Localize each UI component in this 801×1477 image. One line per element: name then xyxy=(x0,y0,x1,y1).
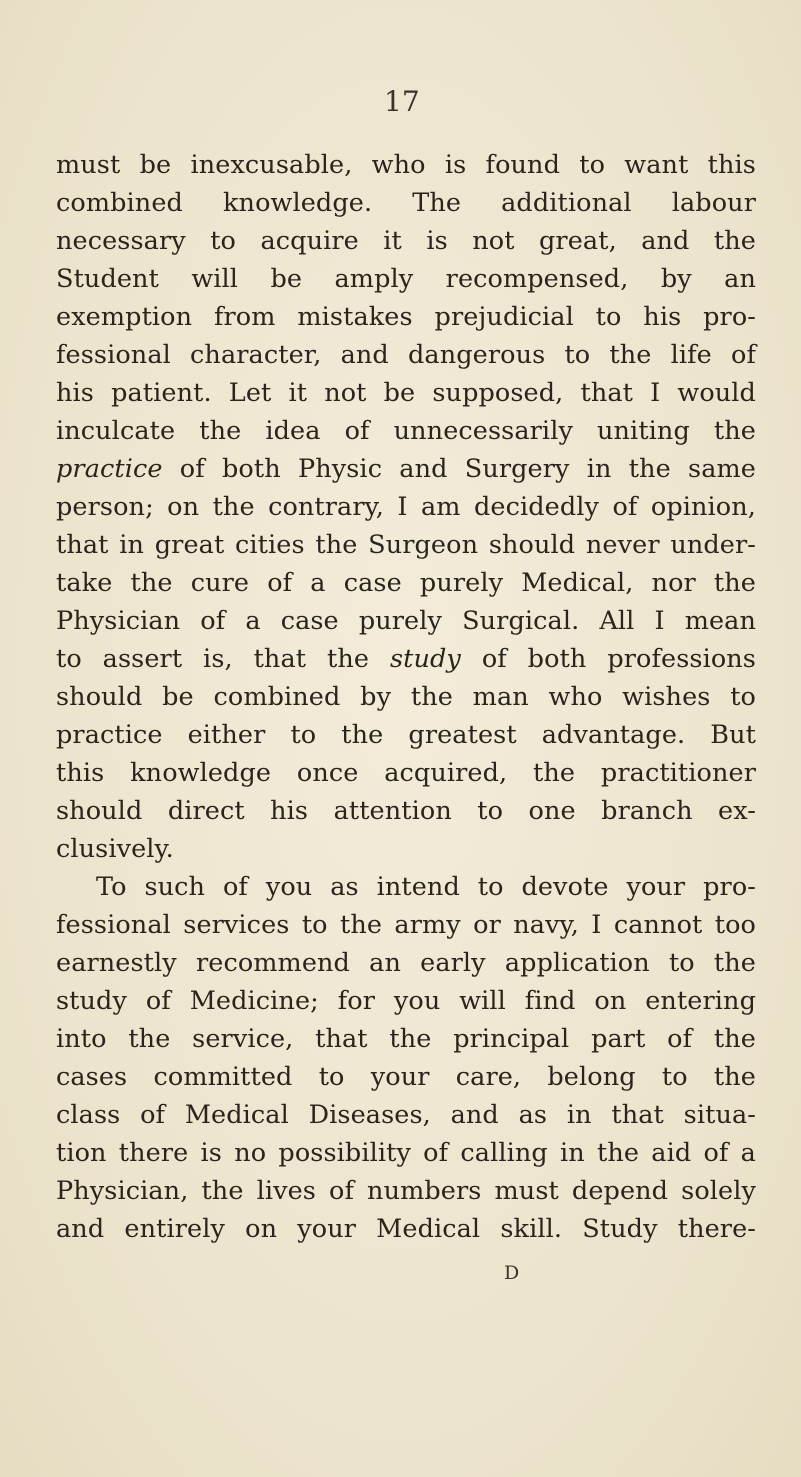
text-line-26: class of Medical Diseases, and as in that situa- xyxy=(56,1100,756,1130)
text-line-18: should direct his attention to one branch ex- xyxy=(56,796,756,826)
text-line-14 xyxy=(56,640,756,678)
text-line-14-rest: of both professions xyxy=(460,644,756,674)
text-line-7: his patient. Let it not be supposed, that I would xyxy=(56,378,756,408)
text-line-12: take the cure of a case purely Medical, nor the xyxy=(56,568,756,598)
text-line-28: Physician, the lives of numbers must depend solely xyxy=(56,1176,756,1206)
text-line-5: exemption from mistakes prejudicial to his pro- xyxy=(56,302,756,332)
text-line-3: necessary to acquire it is not great, and the xyxy=(56,226,756,256)
text-line-23: study of Medicine; for you will find on entering xyxy=(56,986,756,1016)
text-line-4: Student will be amply recompensed, by an xyxy=(56,264,756,294)
text-line-10: person; on the contrary, I am decidedly of opinion, xyxy=(56,492,756,522)
text-line-2: combined knowledge. The additional labour xyxy=(56,188,756,218)
text-line-14-start: to assert is, that the xyxy=(56,644,390,674)
text-line-1: must be inexcusable, who is found to want this xyxy=(56,150,756,180)
page-number: 17 xyxy=(384,85,420,118)
body-text xyxy=(56,146,756,1248)
text-line-19: clusively. xyxy=(56,834,174,864)
signature-mark: D xyxy=(504,1262,520,1284)
text-line-25: cases committed to your care, belong to the xyxy=(56,1062,756,1092)
text-line-29: and entirely on your Medical skill. Study there- xyxy=(56,1214,756,1244)
text-line-27: tion there is no possibility of calling in the aid of a xyxy=(56,1138,756,1168)
text-line-11: that in great cities the Surgeon should never under- xyxy=(56,530,756,560)
text-line-17: this knowledge once acquired, the practitioner xyxy=(56,758,756,788)
text-line-20: To such of you as intend to devote your pro- xyxy=(96,872,756,902)
text-line-13: Physician of a case purely Surgical. All I mean xyxy=(56,606,756,636)
text-line-24: into the service, that the principal part of the xyxy=(56,1024,756,1054)
text-line-9 xyxy=(56,450,756,488)
emphasis-practice: practice xyxy=(56,454,163,484)
text-line-9-rest: of both Physic and Surgery in the same xyxy=(162,454,756,484)
text-line-8: inculcate the idea of unnecessarily uniting the xyxy=(56,416,756,446)
text-line-6: fessional character, and dangerous to the life of xyxy=(56,340,756,370)
text-line-16: practice either to the greatest advantage. But xyxy=(56,720,756,750)
text-line-22: earnestly recommend an early application to the xyxy=(56,948,756,978)
text-line-21: fessional services to the army or navy, I cannot too xyxy=(56,910,756,940)
text-line-15: should be combined by the man who wishes to xyxy=(56,682,756,712)
emphasis-study: study xyxy=(389,644,461,674)
